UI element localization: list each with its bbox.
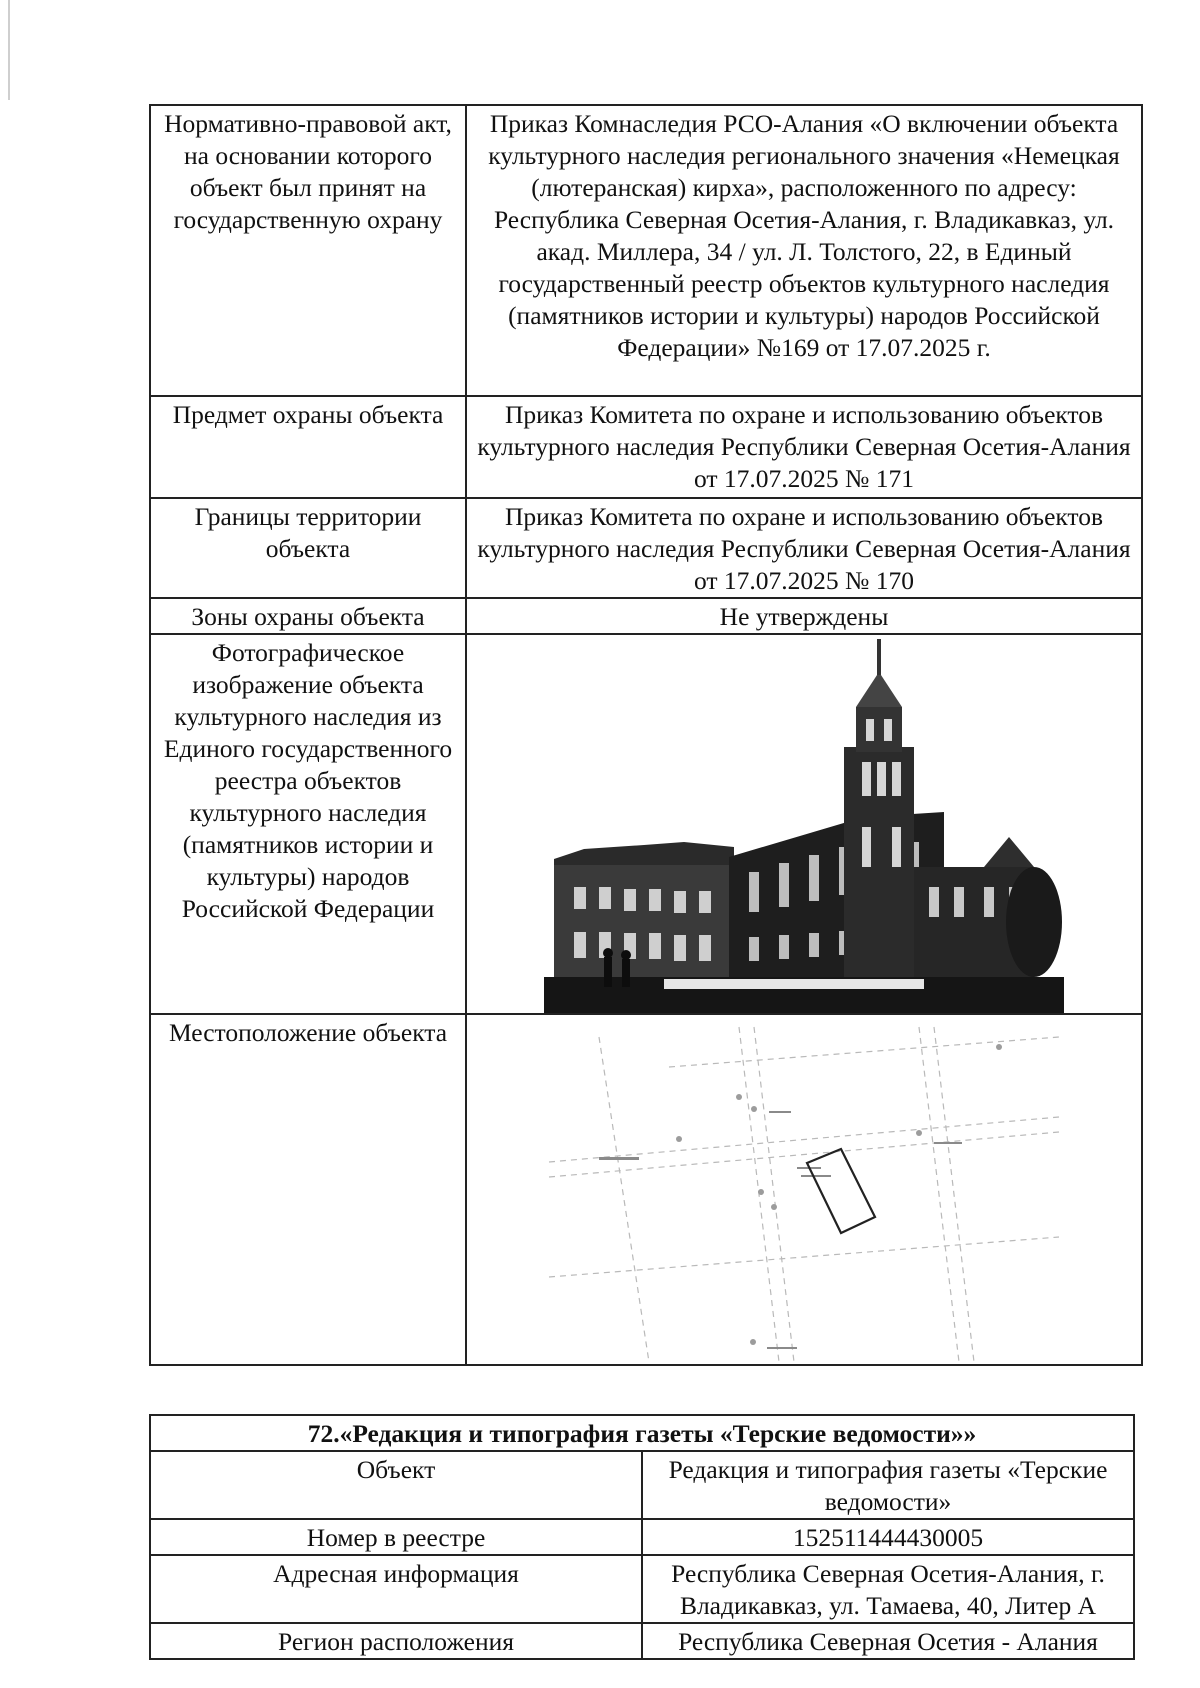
row-label: Местоположение объекта [150,1014,466,1365]
table-row [150,1519,1134,1555]
church-photo [544,637,1064,1013]
table-row [150,396,1142,498]
row-label: Нормативно-правовой акт, на основании которого объект был принят на государственную охрану [150,105,466,396]
row-value: Редакция и типография газеты «Терские ведомости» [642,1451,1134,1519]
heritage-object-table [149,104,1143,1366]
table-row [150,105,1142,396]
row-label: Предмет охраны объекта [150,396,466,498]
table-row [150,1623,1134,1659]
row-label: Объект [150,1451,642,1519]
row-label: Зоны охраны объекта [150,598,466,634]
row-value: Не утверждены [466,598,1142,634]
section-title: 72.«Редакция и типография газеты «Терские ведомости»» [150,1415,1134,1451]
row-label: Границы территории объекта [150,498,466,598]
row-value: 152511444430005 [642,1519,1134,1555]
row-value: Республика Северная Осетия-Алания, г. Владикавказ, ул. Тамаева, 40, Литер А [642,1555,1134,1623]
table-row [150,1014,1142,1365]
table-row [150,598,1142,634]
row-label: Номер в реестре [150,1519,642,1555]
map-cell [466,1014,1142,1365]
row-value: Приказ Комитета по охране и использованию объектов культурного наследия Республики Северная Осетия-Алания от 17.07.2025 № 171 [466,396,1142,498]
scan-edge-mark [8,0,10,100]
table-row [150,1555,1134,1623]
row-label: Фотографическое изображение объекта культурного наследия из Единого государственного реестра объектов культурного наследия (памятников истории и культуры) народов Российской Федерации [150,634,466,1014]
table-row [150,634,1142,1014]
table-row [150,1451,1134,1519]
row-value: Приказ Комнаследия РСО-Алания «О включении объекта культурного наследия регионального значения «Немецкая (лютеранская) кирха», расположенного по адресу: Республика Северная Осетия-Алания, г. Владикавказ, ул. акад. Миллера, 34 / ул. Л. Толстого, 22, в Единый государственный реестр объектов культурного наследия (памятников истории и культуры) народов Российской Федерации» №169 от 17.07.2025 г. [466,105,1142,396]
row-value: Республика Северная Осетия - Алания [642,1623,1134,1659]
row-value: Приказ Комитета по охране и использованию объектов культурного наследия Республики Северная Осетия-Алания от 17.07.2025 № 170 [466,498,1142,598]
photo-cell [466,634,1142,1014]
table-row [150,498,1142,598]
row-label: Регион расположения [150,1623,642,1659]
section-header-row [150,1415,1134,1451]
row-label: Адресная информация [150,1555,642,1623]
heritage-object-72-table [149,1414,1135,1660]
location-map [539,1017,1069,1362]
